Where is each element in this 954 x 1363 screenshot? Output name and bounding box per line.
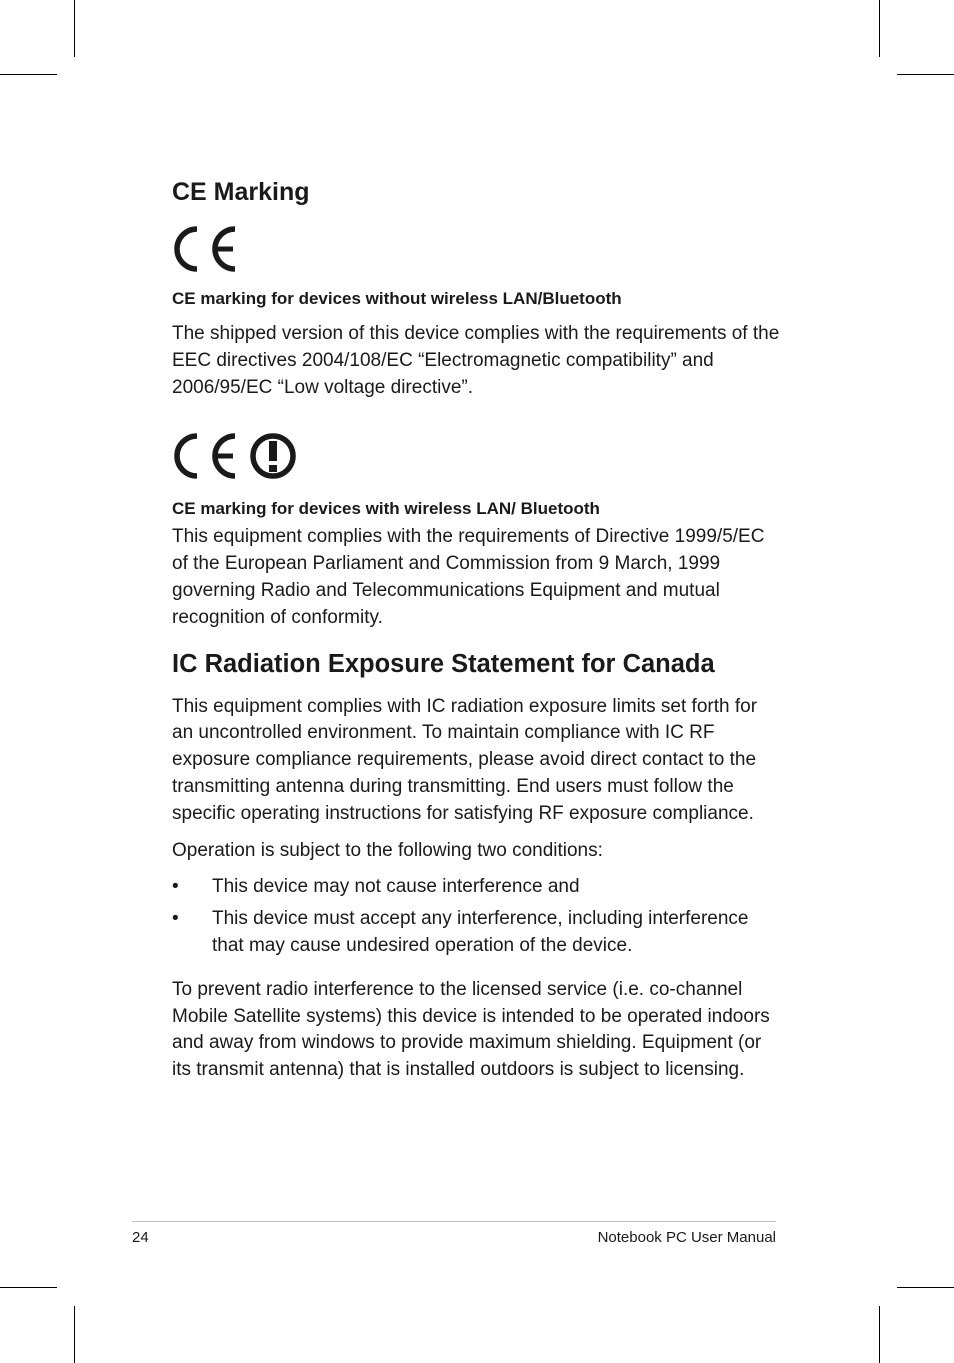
crop-mark [879, 1306, 880, 1363]
paragraph-ic-limits: This equipment complies with IC radiation exposure limits set forth for an uncontrolled environment. To maintain compliance with IC RF exposure compliance requirements, please avoid direct contact to the transmitting antenna during transmitting. End users must follow the specific operating instructions for satisfying RF exposure compliance. [172, 695, 758, 824]
list-item-text: This device must accept any interference, including interference that may cause undesired operation of the device. [212, 908, 749, 956]
page-number: 24 [132, 1229, 149, 1246]
crop-mark [0, 1287, 57, 1288]
list-item [172, 874, 782, 901]
ce-logo [172, 224, 782, 274]
crop-mark [74, 0, 75, 57]
ce-alert-mark-icon [172, 431, 298, 481]
manual-title: Notebook PC User Manual [597, 1229, 776, 1246]
crop-mark [879, 0, 880, 57]
paragraph-conditions: Operation is subject to the following two conditions: [172, 839, 603, 861]
crop-mark [897, 74, 954, 75]
crop-mark [74, 1306, 75, 1363]
crop-mark [0, 74, 57, 75]
ce-mark-icon [172, 224, 238, 274]
subhead-no-wireless: CE marking for devices without wireless LAN/Bluetooth [172, 289, 622, 308]
bullet-icon: • [172, 908, 179, 930]
conditions-list [172, 874, 782, 959]
bullet-icon: • [172, 876, 179, 898]
list-item [172, 906, 782, 960]
paragraph-no-wireless: The shipped version of this device complies with the requirements of the EEC directives 2004/108/EC “Electromagnetic compatibility” and 2006/95/EC “Low voltage directive”. [172, 323, 780, 398]
ce-alert-logo [172, 431, 782, 481]
section-title-ce-marking: CE Marking [172, 178, 310, 206]
footer-divider [132, 1221, 776, 1222]
crop-mark [897, 1287, 954, 1288]
paragraph-wireless: This equipment complies with the requirements of Directive 1999/5/EC of the European Parliament and Commission from 9 March, 1999 governing Radio and Telecommunications Equipment and mutual recognition of conformity. [172, 526, 765, 628]
list-item-text: This device may not cause interference and [212, 876, 580, 898]
paragraph-radio-interference: To prevent radio interference to the licensed service (i.e. co-channel Mobile Satellite systems) this device is intended to be operated indoors and away from windows to provide maximum shielding. Equipment (or its transmit antenna) that is installed outdoors is subject to licensing. [172, 978, 770, 1081]
page-content [172, 174, 782, 1084]
subhead-wireless: CE marking for devices with wireless LAN/ Bluetooth [172, 499, 600, 519]
section-title-ic-radiation: IC Radiation Exposure Statement for Canada [172, 649, 715, 678]
